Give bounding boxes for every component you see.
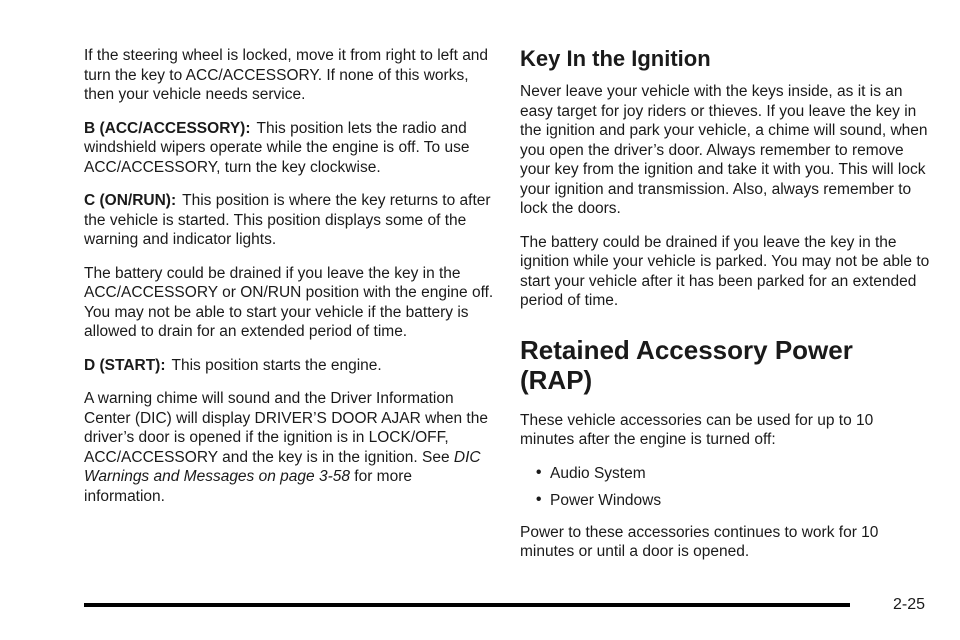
steering-wheel-paragraph: If the steering wheel is locked, move it from right to left and turn the key to ACC/ACCESSORY. If none of this works, then your vehicle needs service. <box>84 47 489 103</box>
start-label: D (START): <box>84 356 166 374</box>
start-paragraph <box>84 356 494 376</box>
bullet-icon: • <box>536 463 542 481</box>
list-item <box>520 464 930 484</box>
right-column <box>520 46 930 576</box>
start-text: This position starts the engine. <box>171 356 382 374</box>
key-in-ignition-heading: Key In the Ignition <box>520 46 711 71</box>
warning-chime-text: A warning chime will sound and the Driver Information Center (DIC) will display DRIVER’S DOOR AJAR when the driver’s door is opened if the ignition is in LOCK/OFF, ACC/ACCESSORY and the key is in the ignition. See <box>84 390 488 466</box>
rap-intro-paragraph: These vehicle accessories can be used for up to 10 minutes after the engine is turned off: <box>520 411 874 448</box>
key-in-ignition-paragraph: Never leave your vehicle with the keys inside, as it is an easy target for joy riders or thieves. If you leave the key in the ignition and park your vehicle, a chime will sound, when you open the driver’s door. Always remember to remove your key from the ignition and take it with you. This will lock your ignition and transmission. Also, always remember to lock the doors. <box>520 83 928 217</box>
on-run-text: This position is where the key returns to after the vehicle is started. This position displays some of the warning and indicator lights. <box>84 192 491 248</box>
list-item-label: Power Windows <box>550 492 662 509</box>
rap-closing-paragraph: Power to these accessories continues to work for 10 minutes or until a door is opened. <box>520 523 879 560</box>
key-battery-paragraph: The battery could be drained if you leave the key in the ignition while your vehicle is parked. You may not be able to start your vehicle after it has been parked for an extended period of time. <box>520 233 930 309</box>
warning-chime-paragraph <box>84 389 494 506</box>
acc-accessory-label: B (ACC/ACCESSORY): <box>84 119 251 137</box>
on-run-label: C (ON/RUN): <box>84 192 177 209</box>
rap-accessory-list <box>520 464 930 511</box>
battery-drain-paragraph: The battery could be drained if you leave the key in the ACC/ACCESSORY or ON/RUN position with the engine off. You may not be able to start your vehicle if the battery is allowed to drain for an extended period of time. <box>84 264 494 340</box>
on-run-paragraph <box>84 191 494 250</box>
page-number: 2-25 <box>893 596 926 613</box>
list-item <box>520 491 930 511</box>
warning-chime-text-end: for more information. <box>84 468 412 505</box>
footer-rule <box>84 603 850 607</box>
left-column <box>84 46 494 520</box>
acc-accessory-text: This position lets the radio and windshield wipers operate while the engine is off. To use ACC/ACCESSORY, turn the key clockwise. <box>84 119 470 176</box>
dic-warnings-reference-link[interactable]: DIC Warnings and Messages on page 3-58 <box>84 448 481 485</box>
acc-accessory-paragraph <box>84 119 494 178</box>
list-item-label: Audio System <box>550 464 646 482</box>
bullet-icon: • <box>536 491 542 508</box>
rap-heading: Retained Accessory Power (RAP) <box>520 334 853 395</box>
